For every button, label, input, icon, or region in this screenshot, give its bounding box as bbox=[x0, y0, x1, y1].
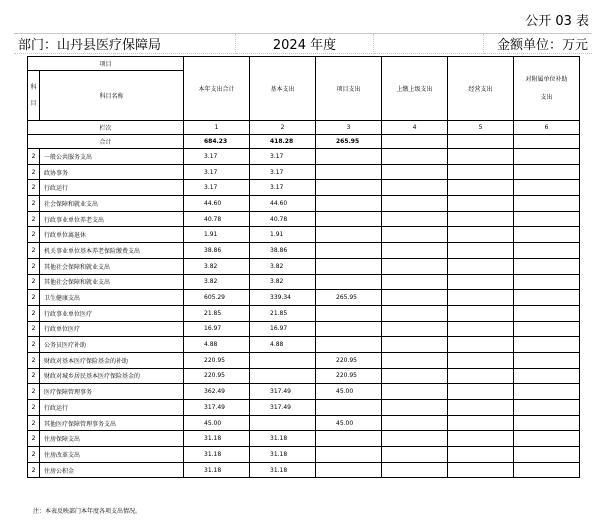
row-code: 2 bbox=[28, 447, 40, 463]
row-project: 45.00 bbox=[316, 384, 382, 400]
row-upper bbox=[382, 243, 448, 259]
row-upper bbox=[382, 321, 448, 337]
row-business bbox=[448, 384, 514, 400]
row-total: 44.60 bbox=[184, 196, 250, 212]
header-row-1 bbox=[28, 57, 580, 71]
row-basic bbox=[250, 415, 316, 431]
row-total: 4.88 bbox=[184, 337, 250, 353]
row-upper bbox=[382, 415, 448, 431]
row-subsidy bbox=[514, 258, 580, 274]
table-row bbox=[28, 180, 580, 196]
header-upper: 上缴上级支出 bbox=[382, 57, 448, 121]
row-code: 2 bbox=[28, 415, 40, 431]
row-basic: 317.49 bbox=[250, 400, 316, 416]
row-total: 362.49 bbox=[184, 384, 250, 400]
row-business bbox=[448, 415, 514, 431]
row-code: 2 bbox=[28, 352, 40, 368]
table-row bbox=[28, 196, 580, 212]
table-row bbox=[28, 274, 580, 290]
row-upper bbox=[382, 447, 448, 463]
table-row bbox=[28, 149, 580, 165]
row-upper bbox=[382, 274, 448, 290]
row-total: 220.95 bbox=[184, 352, 250, 368]
header-subject-code-text: 科目 bbox=[30, 83, 37, 107]
row-project bbox=[316, 227, 382, 243]
table-row bbox=[28, 321, 580, 337]
row-total: 31.18 bbox=[184, 431, 250, 447]
row-name: 医疗保障管理事务 bbox=[40, 384, 184, 400]
row-project bbox=[316, 243, 382, 259]
row-name: 一般公共服务支出 bbox=[40, 149, 184, 165]
row-project bbox=[316, 149, 382, 165]
row-total: 3.17 bbox=[184, 149, 250, 165]
row-business bbox=[448, 400, 514, 416]
row-project bbox=[316, 462, 382, 478]
row-business bbox=[448, 290, 514, 306]
row-subsidy bbox=[514, 149, 580, 165]
row-total: 16.97 bbox=[184, 321, 250, 337]
total-row bbox=[28, 135, 580, 149]
row-total: 1.91 bbox=[184, 227, 250, 243]
row-basic: 317.49 bbox=[250, 384, 316, 400]
row-code: 2 bbox=[28, 164, 40, 180]
info-spacer bbox=[374, 34, 484, 54]
row-name: 其他社会保障和就业支出 bbox=[40, 274, 184, 290]
row-code: 2 bbox=[28, 180, 40, 196]
table-row bbox=[28, 447, 580, 463]
row-subsidy bbox=[514, 196, 580, 212]
total-subsidy bbox=[514, 135, 580, 149]
row-total: 38.86 bbox=[184, 243, 250, 259]
row-code: 2 bbox=[28, 211, 40, 227]
row-name: 其他社会保障和就业支出 bbox=[40, 258, 184, 274]
table-row bbox=[28, 211, 580, 227]
row-name: 政协事务 bbox=[40, 164, 184, 180]
row-subsidy bbox=[514, 164, 580, 180]
column-number-5: 5 bbox=[448, 121, 514, 135]
row-subsidy bbox=[514, 180, 580, 196]
row-basic: 3.17 bbox=[250, 180, 316, 196]
table-row bbox=[28, 305, 580, 321]
total-upper bbox=[382, 135, 448, 149]
row-total: 3.82 bbox=[184, 258, 250, 274]
row-total: 3.17 bbox=[184, 180, 250, 196]
row-basic bbox=[250, 368, 316, 384]
row-basic: 40.78 bbox=[250, 211, 316, 227]
table-row bbox=[28, 337, 580, 353]
row-basic: 16.97 bbox=[250, 321, 316, 337]
total-total: 684.23 bbox=[184, 135, 250, 149]
row-project bbox=[316, 211, 382, 227]
table-row bbox=[28, 400, 580, 416]
row-name: 社会保障和就业支出 bbox=[40, 196, 184, 212]
row-upper bbox=[382, 290, 448, 306]
table-row bbox=[28, 290, 580, 306]
row-project bbox=[316, 400, 382, 416]
footnote: 注：本表反映部门本年度各项支出情况。 bbox=[33, 508, 142, 515]
row-total: 220.95 bbox=[184, 368, 250, 384]
row-subsidy bbox=[514, 243, 580, 259]
row-code: 2 bbox=[28, 337, 40, 353]
row-name: 行政事业单位医疗 bbox=[40, 305, 184, 321]
header-subject-code bbox=[28, 71, 40, 121]
row-business bbox=[448, 211, 514, 227]
row-upper bbox=[382, 368, 448, 384]
row-basic: 38.86 bbox=[250, 243, 316, 259]
row-code: 2 bbox=[28, 149, 40, 165]
row-basic: 3.82 bbox=[250, 274, 316, 290]
row-project bbox=[316, 180, 382, 196]
row-subsidy bbox=[514, 321, 580, 337]
header-total: 本年支出合计 bbox=[184, 57, 250, 121]
row-basic: 1.91 bbox=[250, 227, 316, 243]
table-row bbox=[28, 415, 580, 431]
header-subsidy bbox=[514, 57, 580, 121]
row-subsidy bbox=[514, 290, 580, 306]
row-upper bbox=[382, 149, 448, 165]
table-row bbox=[28, 431, 580, 447]
row-business bbox=[448, 164, 514, 180]
row-code: 2 bbox=[28, 227, 40, 243]
row-upper bbox=[382, 211, 448, 227]
row-code: 2 bbox=[28, 321, 40, 337]
row-subsidy bbox=[514, 368, 580, 384]
row-name: 机关事业单位基本养老保险缴费支出 bbox=[40, 243, 184, 259]
row-code: 2 bbox=[28, 431, 40, 447]
row-basic: 3.82 bbox=[250, 258, 316, 274]
expenditure-table bbox=[27, 56, 580, 478]
row-upper bbox=[382, 400, 448, 416]
row-subsidy bbox=[514, 227, 580, 243]
row-code: 2 bbox=[28, 290, 40, 306]
row-total: 31.18 bbox=[184, 447, 250, 463]
row-subsidy bbox=[514, 352, 580, 368]
row-basic: 3.17 bbox=[250, 164, 316, 180]
row-name: 公务员医疗补助 bbox=[40, 337, 184, 353]
row-code: 2 bbox=[28, 368, 40, 384]
row-code: 2 bbox=[28, 400, 40, 416]
row-business bbox=[448, 321, 514, 337]
row-subsidy bbox=[514, 400, 580, 416]
row-project bbox=[316, 321, 382, 337]
row-name: 行政事业单位养老支出 bbox=[40, 211, 184, 227]
year-label: 2024 年度 bbox=[236, 34, 374, 54]
row-business bbox=[448, 243, 514, 259]
total-business bbox=[448, 135, 514, 149]
row-upper bbox=[382, 258, 448, 274]
row-upper bbox=[382, 180, 448, 196]
row-code: 2 bbox=[28, 274, 40, 290]
row-name: 行政单位医疗 bbox=[40, 321, 184, 337]
row-subsidy bbox=[514, 305, 580, 321]
total-project: 265.95 bbox=[316, 135, 382, 149]
total-label: 合计 bbox=[28, 135, 184, 149]
table-row bbox=[28, 164, 580, 180]
row-business bbox=[448, 258, 514, 274]
column-number-4: 4 bbox=[382, 121, 448, 135]
row-basic: 31.18 bbox=[250, 447, 316, 463]
row-project: 265.95 bbox=[316, 290, 382, 306]
row-basic: 4.88 bbox=[250, 337, 316, 353]
column-number-1: 1 bbox=[184, 121, 250, 135]
header-subsidy-line1: 对附属单位补助 bbox=[525, 75, 568, 83]
row-total: 605.29 bbox=[184, 290, 250, 306]
header-subsidy-line2: 支出 bbox=[540, 93, 553, 101]
row-project: 45.00 bbox=[316, 415, 382, 431]
table-row bbox=[28, 243, 580, 259]
row-total: 31.18 bbox=[184, 462, 250, 478]
row-business bbox=[448, 196, 514, 212]
row-code: 2 bbox=[28, 305, 40, 321]
row-code: 2 bbox=[28, 258, 40, 274]
column-number-3: 3 bbox=[316, 121, 382, 135]
row-basic: 21.85 bbox=[250, 305, 316, 321]
info-bar bbox=[14, 34, 592, 54]
row-upper bbox=[382, 431, 448, 447]
column-number-2: 2 bbox=[250, 121, 316, 135]
header-subject-name: 科目名称 bbox=[40, 71, 184, 121]
row-upper bbox=[382, 352, 448, 368]
row-project bbox=[316, 274, 382, 290]
total-basic: 418.28 bbox=[250, 135, 316, 149]
row-project: 220.95 bbox=[316, 368, 382, 384]
row-upper bbox=[382, 305, 448, 321]
row-basic: 31.18 bbox=[250, 431, 316, 447]
row-business bbox=[448, 368, 514, 384]
row-name: 住房公积金 bbox=[40, 462, 184, 478]
row-project bbox=[316, 337, 382, 353]
row-upper bbox=[382, 196, 448, 212]
header-business: 经营支出 bbox=[448, 57, 514, 121]
table-row bbox=[28, 227, 580, 243]
row-name: 其他医疗保障管理事务支出 bbox=[40, 415, 184, 431]
row-upper bbox=[382, 337, 448, 353]
row-subsidy bbox=[514, 384, 580, 400]
row-project: 220.95 bbox=[316, 352, 382, 368]
row-basic: 339.34 bbox=[250, 290, 316, 306]
department-label: 部门：山丹县医疗保障局 bbox=[14, 34, 236, 54]
table-row bbox=[28, 384, 580, 400]
row-total: 40.78 bbox=[184, 211, 250, 227]
row-name: 行政单位离退休 bbox=[40, 227, 184, 243]
column-number-row bbox=[28, 121, 580, 135]
row-total: 21.85 bbox=[184, 305, 250, 321]
row-total: 317.49 bbox=[184, 400, 250, 416]
row-business bbox=[448, 352, 514, 368]
row-basic: 44.60 bbox=[250, 196, 316, 212]
row-total: 3.82 bbox=[184, 274, 250, 290]
row-total: 45.00 bbox=[184, 415, 250, 431]
column-number-6: 6 bbox=[514, 121, 580, 135]
row-subsidy bbox=[514, 274, 580, 290]
row-basic bbox=[250, 352, 316, 368]
row-name: 财政对基本医疗保险基金的补助 bbox=[40, 352, 184, 368]
row-code: 2 bbox=[28, 243, 40, 259]
row-subsidy bbox=[514, 462, 580, 478]
row-subsidy bbox=[514, 337, 580, 353]
row-name: 卫生健康支出 bbox=[40, 290, 184, 306]
row-upper bbox=[382, 462, 448, 478]
row-subsidy bbox=[514, 431, 580, 447]
row-name: 住房保障支出 bbox=[40, 431, 184, 447]
row-name: 财政对城乡居民基本医疗保险基金的 bbox=[40, 368, 184, 384]
table-row bbox=[28, 258, 580, 274]
row-business bbox=[448, 447, 514, 463]
form-code: 公开 03 表 bbox=[525, 14, 589, 29]
row-code: 2 bbox=[28, 384, 40, 400]
row-code: 2 bbox=[28, 196, 40, 212]
table-row bbox=[28, 462, 580, 478]
row-basic: 31.18 bbox=[250, 462, 316, 478]
row-business bbox=[448, 462, 514, 478]
row-upper bbox=[382, 384, 448, 400]
row-business bbox=[448, 274, 514, 290]
header-basic: 基本支出 bbox=[250, 57, 316, 121]
row-subsidy bbox=[514, 211, 580, 227]
unit-label: 金额单位：万元 bbox=[484, 34, 592, 54]
row-subsidy bbox=[514, 415, 580, 431]
row-basic: 3.17 bbox=[250, 149, 316, 165]
row-total: 3.17 bbox=[184, 164, 250, 180]
row-name: 行政运行 bbox=[40, 180, 184, 196]
row-business bbox=[448, 227, 514, 243]
header-project: 项目支出 bbox=[316, 57, 382, 121]
row-project bbox=[316, 305, 382, 321]
row-business bbox=[448, 431, 514, 447]
header-item: 项目 bbox=[28, 57, 184, 71]
row-project bbox=[316, 196, 382, 212]
table-row bbox=[28, 368, 580, 384]
row-project bbox=[316, 431, 382, 447]
column-number-label: 栏次 bbox=[28, 121, 184, 135]
row-business bbox=[448, 180, 514, 196]
row-upper bbox=[382, 164, 448, 180]
row-business bbox=[448, 149, 514, 165]
row-business bbox=[448, 337, 514, 353]
row-upper bbox=[382, 227, 448, 243]
row-project bbox=[316, 164, 382, 180]
row-subsidy bbox=[514, 447, 580, 463]
row-project bbox=[316, 258, 382, 274]
row-name: 住房改革支出 bbox=[40, 447, 184, 463]
row-business bbox=[448, 305, 514, 321]
row-code: 2 bbox=[28, 462, 40, 478]
table-row bbox=[28, 352, 580, 368]
row-name: 行政运行 bbox=[40, 400, 184, 416]
row-project bbox=[316, 447, 382, 463]
